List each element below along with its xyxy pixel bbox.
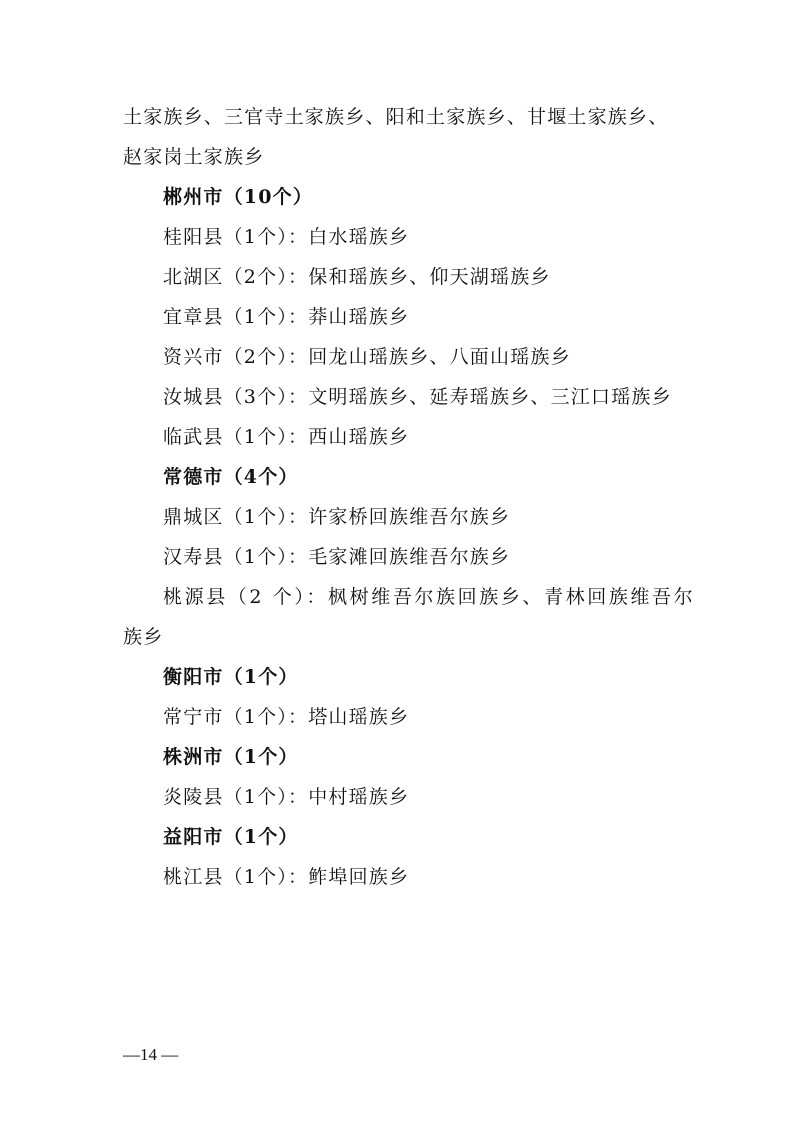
entry-changning: 常宁市（1个）：塔山瑶族乡 xyxy=(163,706,410,728)
heading-hengyang: 衡阳市（1个） xyxy=(163,666,299,688)
entry-linwu: 临武县（1个）：西山瑶族乡 xyxy=(163,426,410,448)
body-line-continuation: 土家族乡、三官寺土家族乡、阳和土家族乡、甘堰土家族乡、 xyxy=(123,106,669,128)
entry-yizhang: 宜章县（1个）：莽山瑶族乡 xyxy=(163,306,410,328)
entry-taoyuan-continuation: 族乡 xyxy=(123,626,164,648)
entry-yanling: 炎陵县（1个）：中村瑶族乡 xyxy=(163,786,410,808)
entry-taoyuan: 桃源县（2 个）：枫树维吾尔族回族乡、青林回族维吾尔 xyxy=(163,586,696,608)
entry-guiyang: 桂阳县（1个）：白水瑶族乡 xyxy=(163,226,410,248)
entry-dingcheng: 鼎城区（1个）：许家桥回族维吾尔族乡 xyxy=(163,506,511,528)
entry-beihu: 北湖区（2个）：保和瑶族乡、仰天湖瑶族乡 xyxy=(163,266,551,288)
entry-taojiang: 桃江县（1个）：鲊埠回族乡 xyxy=(163,866,410,888)
heading-yiyang: 益阳市（1个） xyxy=(163,826,299,848)
heading-chenzhou: 郴州市（10个） xyxy=(163,186,314,208)
heading-zhuzhou: 株洲市（1个） xyxy=(163,746,299,768)
entry-rucheng: 汝城县（3个）：文明瑶族乡、延寿瑶族乡、三江口瑶族乡 xyxy=(163,386,672,408)
entry-zixing: 资兴市（2个）：回龙山瑶族乡、八面山瑶族乡 xyxy=(163,346,571,368)
entry-hanshou: 汉寿县（1个）：毛家滩回族维吾尔族乡 xyxy=(163,546,511,568)
body-line-continuation-end: 赵家岗土家族乡 xyxy=(123,146,265,168)
heading-changde: 常德市（4个） xyxy=(163,466,299,488)
page-number: —14 — xyxy=(123,1045,179,1064)
